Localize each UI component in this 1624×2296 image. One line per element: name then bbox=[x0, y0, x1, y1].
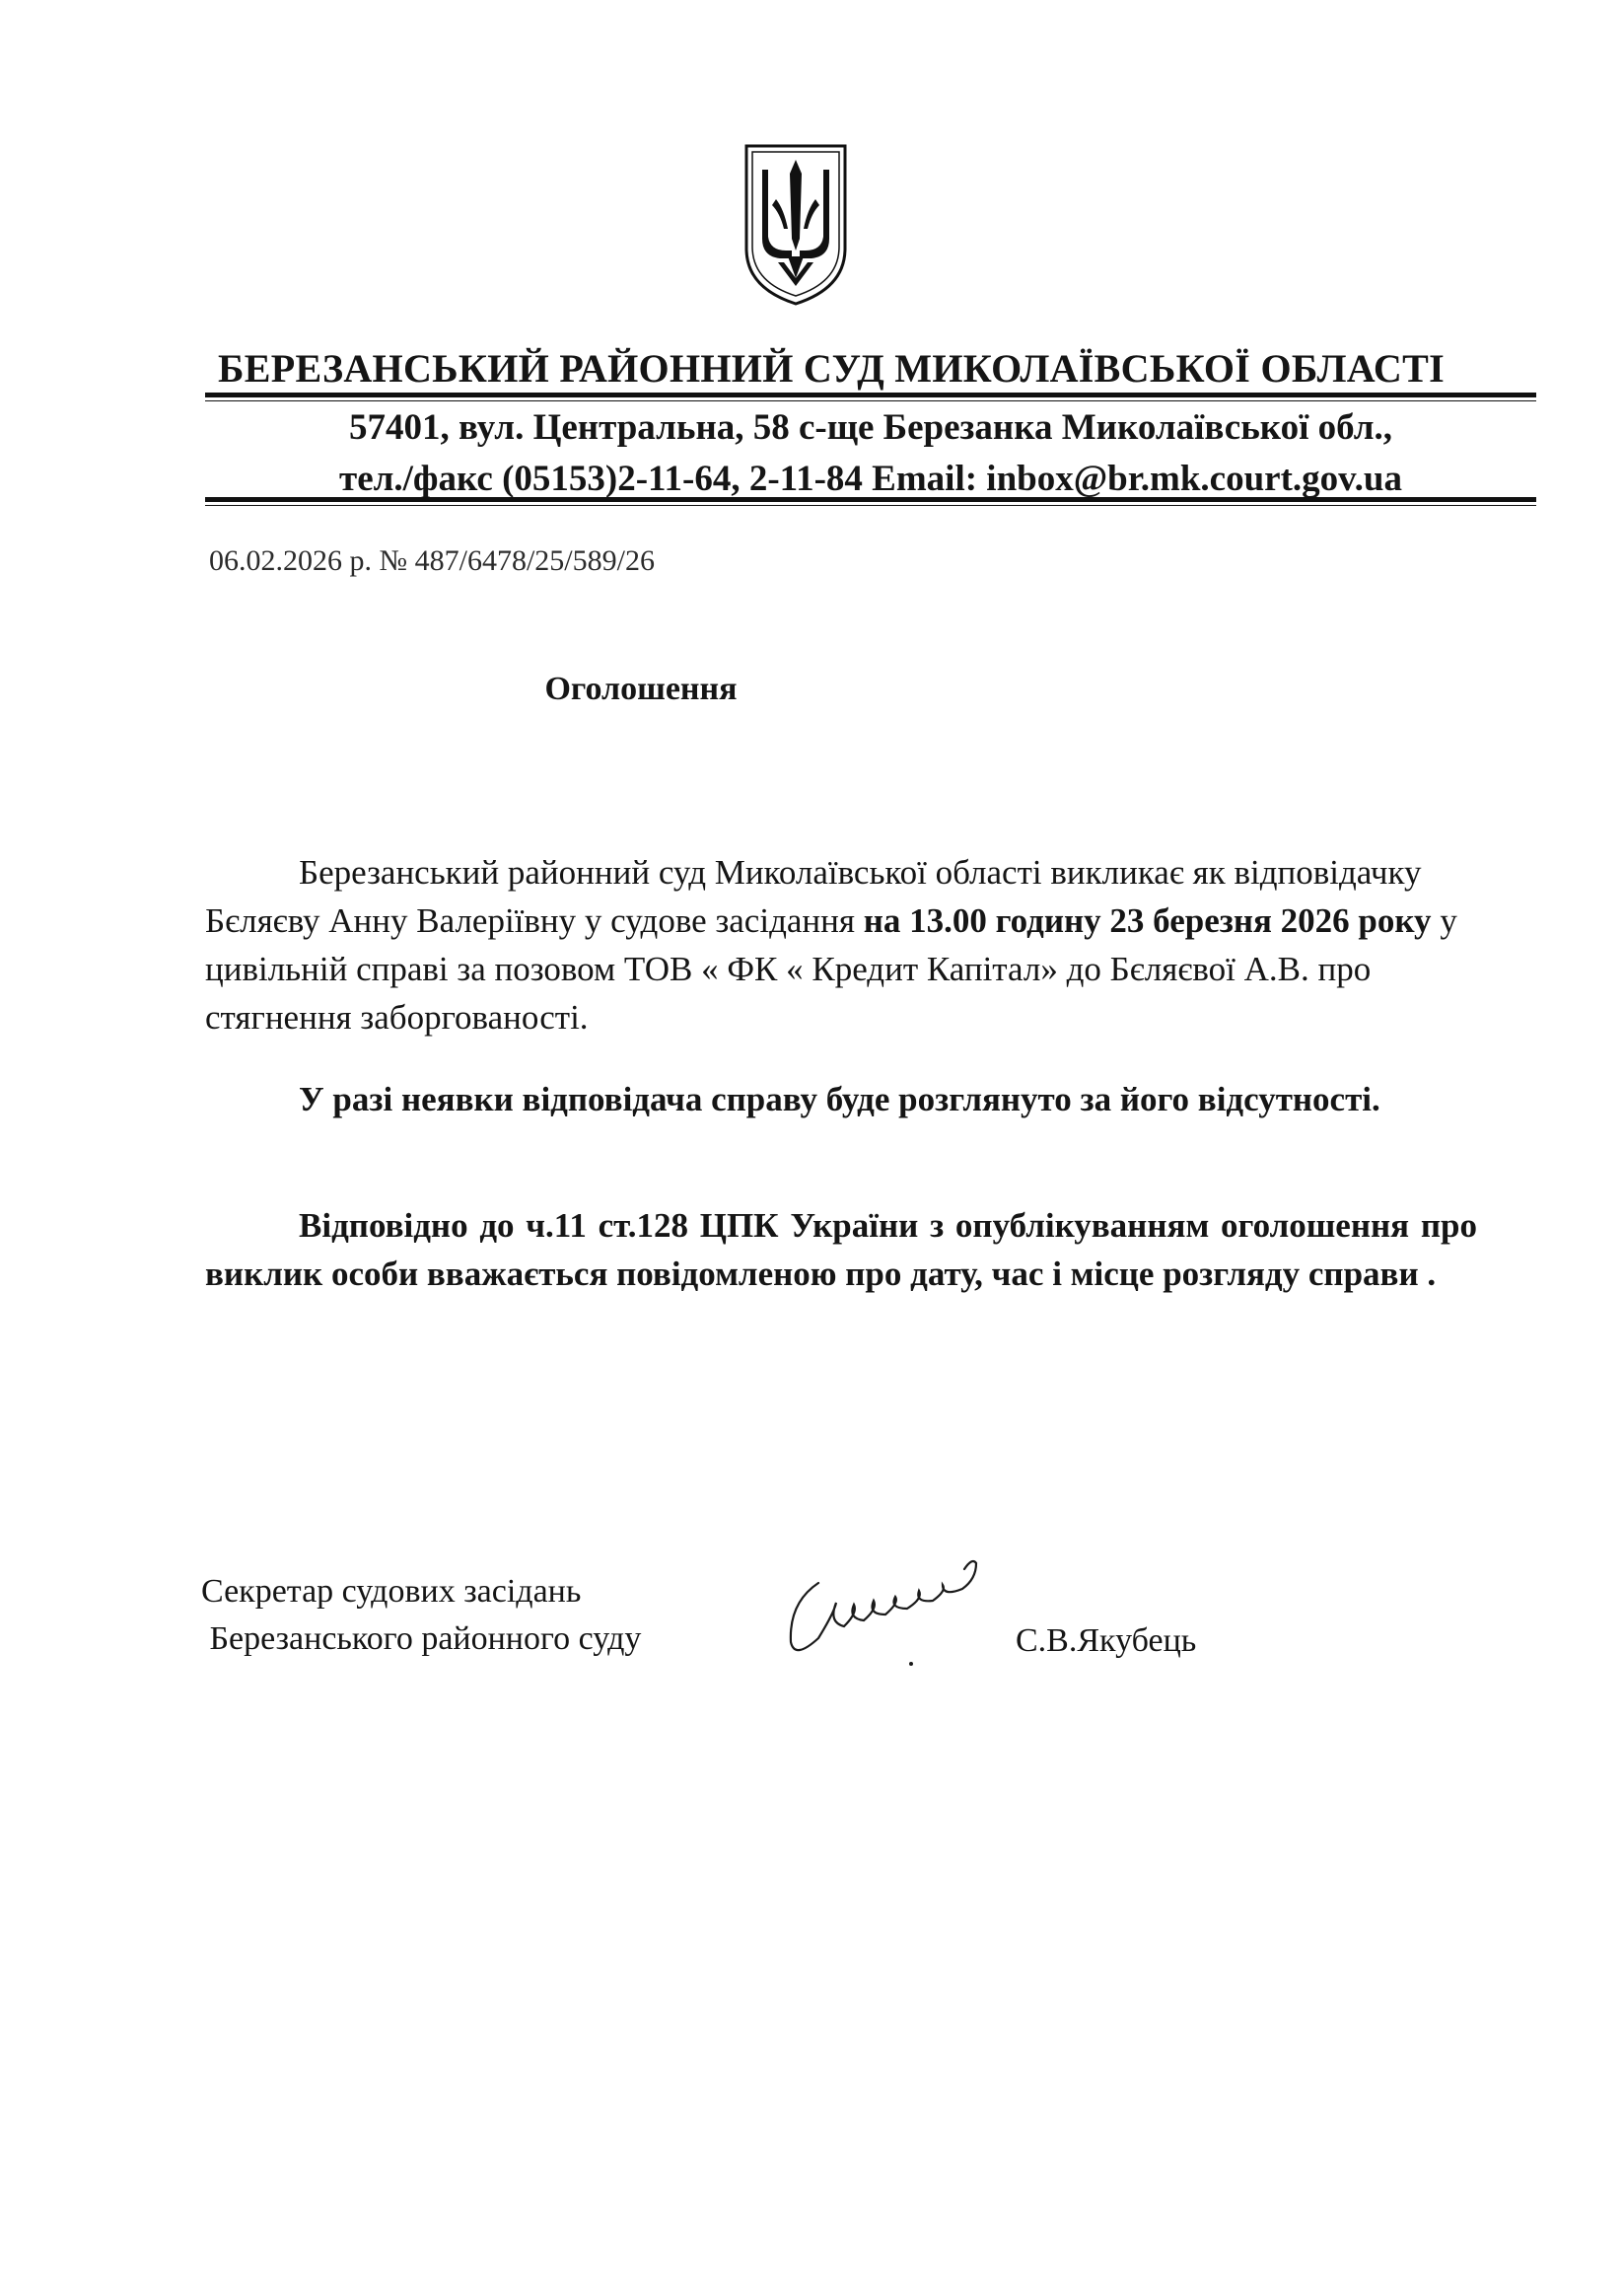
header-divider-top bbox=[205, 393, 1536, 401]
legal-basis-text: Відповідно до ч.11 ст.128 ЦПК України з опублікуванням оголошення про виклик особи вважається повідомленою про дату, час і місце розгляду справи . bbox=[205, 1206, 1477, 1293]
address-line-1: 57401, вул. Центральна, 58 с-ще Березанка Миколаївської обл., bbox=[349, 407, 1392, 448]
signatory-role bbox=[201, 1568, 641, 1663]
address-line-2: тел./факс (05153)2-11-64, 2-11-84 Email: inbox@br.mk.court.gov.ua bbox=[339, 459, 1402, 499]
header-divider-bottom bbox=[205, 497, 1536, 506]
paragraph-absence bbox=[205, 1075, 1477, 1123]
court-address bbox=[205, 402, 1536, 505]
summons-text-2: у цивільній справі за позовом ТОВ « ФК « Кредит Капітал» до Бєляєвої А.В. про стягнення заборгованості. bbox=[205, 901, 1457, 1037]
document-reference: 06.02.2026 р. № 487/6478/25/589/26 bbox=[209, 544, 655, 577]
signatory-name: С.В.Якубець bbox=[1016, 1622, 1197, 1659]
handwritten-signature-icon bbox=[779, 1543, 1035, 1682]
summons-hearing-time: на 13.00 годину 23 березня 2026 року bbox=[863, 901, 1432, 940]
absence-text: У разі неявки відповідача справу буде розглянуто за його відсутності. bbox=[299, 1080, 1380, 1118]
signatory-role-line-1: Секретар судових засідань bbox=[201, 1573, 582, 1610]
court-name: БЕРЕЗАНСЬКИЙ РАЙОННИЙ СУД МИКОЛАЇВСЬКОЇ ОБЛАСТІ bbox=[218, 346, 1445, 391]
paragraph-legal-basis bbox=[205, 1201, 1477, 1298]
document-title: Оголошення bbox=[544, 671, 738, 707]
signatory-role-line-2: Березанського районного суду bbox=[201, 1620, 642, 1657]
summons-text-1: Березанський районний суд Миколаївської області викликає як відповідачку Бєляєву Анну Валеріївну у судове засідання bbox=[205, 853, 1422, 940]
trident-emblem-icon bbox=[737, 140, 855, 308]
paragraph-summons bbox=[205, 848, 1477, 1041]
